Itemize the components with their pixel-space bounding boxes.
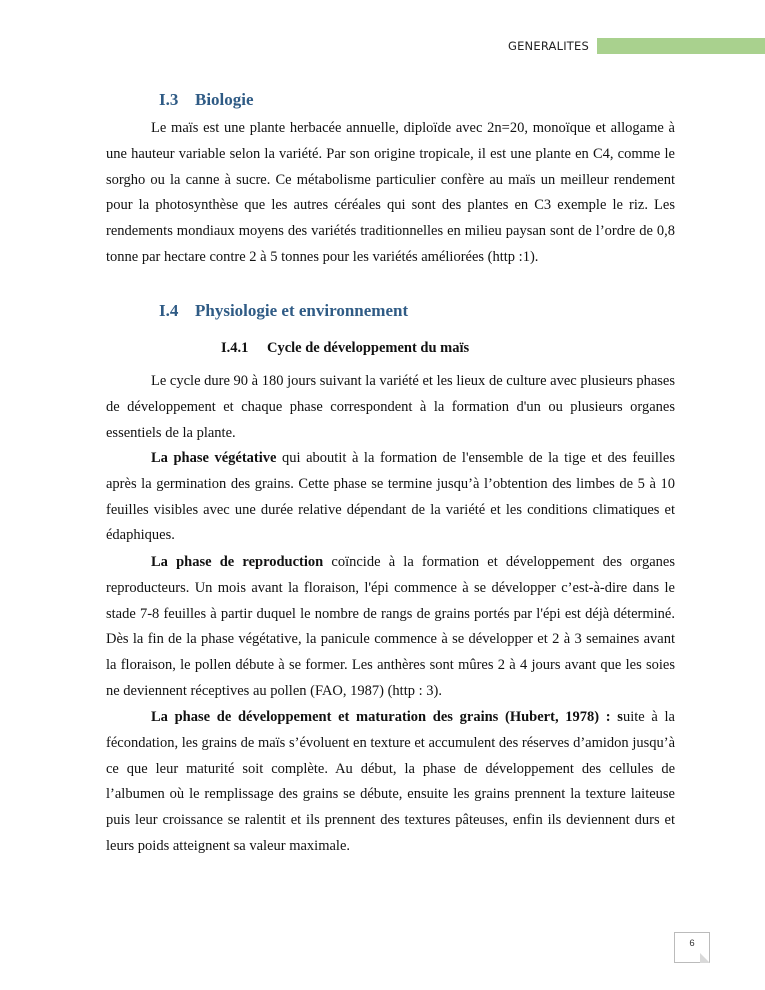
paragraph-lead-bold: La phase végétative [151, 450, 277, 466]
subsection-heading-cycle [221, 340, 469, 357]
page-number: 6 [689, 938, 695, 949]
section-number: I.3 [159, 90, 179, 109]
header-accent-bar [597, 38, 765, 54]
paragraph-lead-bold: La phase de reproduction [151, 554, 324, 570]
section-number: I.4 [159, 301, 179, 320]
paragraph-cycle [106, 369, 675, 446]
section-title: Physiologie et environnement [195, 301, 409, 320]
paragraph-text: uite à la fécondation, les grains de maïs s’évoluent en texture et accumulent des réserves d’amidon jusqu’à ce que leur maturité soit complète. Au début, la phase de développement des cellules de l’albumen où le remplissage des grains se débute, ensuite les grains prennent la texture laiteuse puis leur croissance se ralentit et ils prennent des textures pâteuses, enfin ils deviennent durs et leurs poids atteignent sa valeur maximale. [106, 709, 675, 854]
paragraph-text: Le cycle dure 90 à 180 jours suivant la variété et les lieux de culture avec plusieurs phases de développement et chaque phase correspondent à la formation d'un ou plusieurs organes essentiels de la plante. [106, 373, 675, 441]
subsection-number: I.4.1 [221, 340, 249, 356]
paragraph-text: coïncide à la formation et développement des organes reproducteurs. Un mois avant la floraison, l'épi commence à se développer c’est-à-dire dans le stade 7-8 feuilles à partir duquel le nombre de rangs de grains portés par l'épi est déjà déterminé. Dès la fin de la phase végétative, la panicule commence à se développer et 2 à 3 semaines avant la floraison, le pollen débute à se former. Les anthères sont mûres 2 à 4 jours avant que les soies ne deviennent réceptives au pollen (FAO, 1987) (http : 3). [106, 554, 675, 699]
paragraph-phase-reproduction [106, 550, 675, 705]
running-header: GENERALITES [507, 39, 589, 53]
paragraph-text: Le maïs est une plante herbacée annuelle, diploïde avec 2n=20, monoïque et allogame à une hauteur variable selon la variété. Par son origine tropicale, il est une plante en C4, comme le sorgho ou la canne à sucre. Ce métabolisme particulier confère au maïs un meilleur rendement pour la photosynthèse que les autres céréales qui sont des plantes en C3 exemple le riz. Les rendements mondiaux moyens des variétés traditionnelles en milieu paysan sont de l’ordre de 0,8 tonne par hectare contre 2 à 5 tonnes pour les variétés améliorées (http :1). [106, 120, 675, 265]
section-heading-biologie [159, 90, 254, 110]
paragraph-phase-vegetative [106, 446, 675, 549]
paragraph-lead-bold: La phase de développement et maturation des grains (Hubert, 1978) : s [151, 709, 623, 725]
paragraph-phase-maturation [106, 705, 675, 860]
section-heading-physiologie [159, 301, 408, 321]
page-number-box [674, 932, 710, 963]
paragraph-biologie [106, 116, 675, 271]
paragraph-text: qui aboutit à la formation de l'ensemble de la tige et des feuilles après la germination des grains. Cette phase se termine jusqu’à l’obtention des limbes de 5 à 10 feuilles visibles avec une durée relative dépendant de la variété et les conditions climatiques et édaphiques. [106, 450, 676, 544]
section-title: Biologie [195, 90, 254, 109]
subsection-title: Cycle de développement du maïs [267, 340, 470, 356]
page-curl-icon [700, 953, 710, 963]
